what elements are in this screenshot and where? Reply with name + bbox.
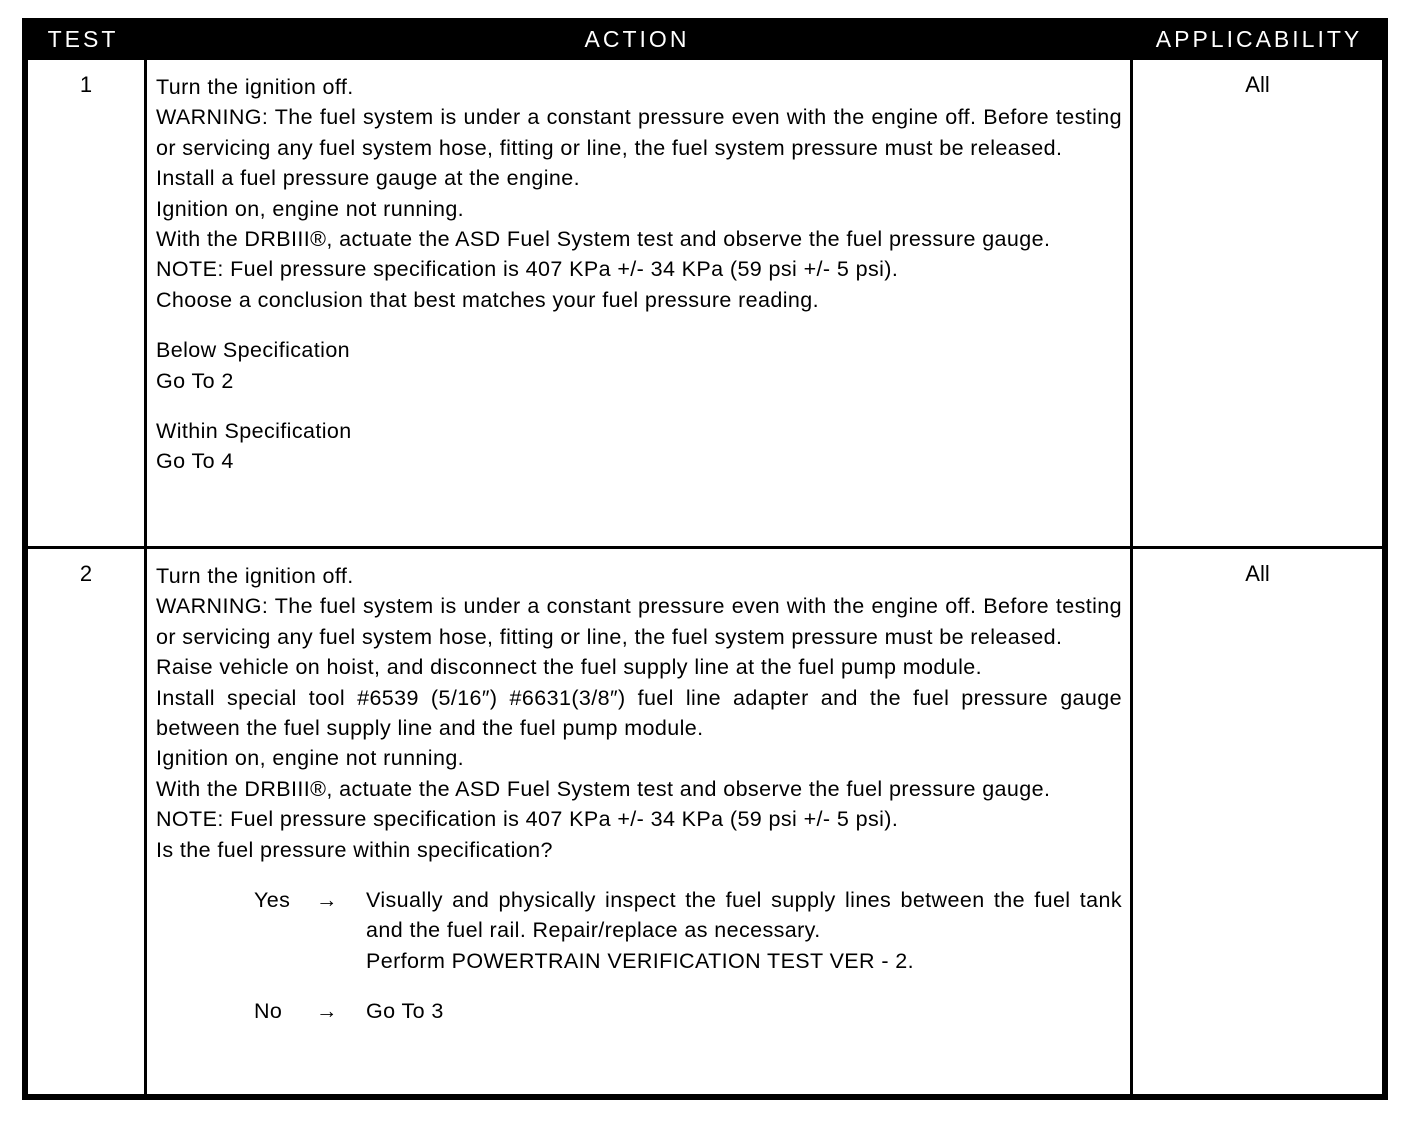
- goto-link[interactable]: Go To 2: [156, 368, 234, 393]
- header-test: TEST: [47, 26, 119, 52]
- verification-link[interactable]: Perform POWERTRAIN VERIFICATION TEST VER - 2.: [366, 948, 915, 973]
- arrow-icon: →: [316, 888, 338, 913]
- action-line: Raise vehicle on hoist, and disconnect the fuel supply line at the fuel pump module.: [156, 655, 983, 680]
- yes-text: [366, 885, 1122, 976]
- goto-link[interactable]: Go To 3: [366, 999, 444, 1024]
- yes-label: Yes: [254, 888, 291, 913]
- row2-action: [147, 549, 1130, 1094]
- action-line: Ignition on, engine not running.: [156, 196, 465, 221]
- header-applicability: APPLICABILITY: [1155, 26, 1363, 52]
- note-text: NOTE: Fuel pressure specification is 407 KPa +/- 34 KPa (59 psi +/- 5 psi).: [156, 257, 899, 282]
- diagnostic-table: [22, 18, 1388, 1100]
- yes-instruction: Visually and physically inspect the fuel supply lines between the fuel tank and the fuel rail. Repair/replace as necessary.: [366, 888, 1122, 943]
- row2-applicability: All: [1133, 549, 1382, 1094]
- row1-test-number: 1: [28, 60, 144, 546]
- action-line: With the DRBIII®, actuate the ASD Fuel System test and observe the fuel pressure gauge.: [156, 776, 1051, 801]
- action-line: Is the fuel pressure within specification?: [156, 837, 553, 862]
- action-line: With the DRBIII®, actuate the ASD Fuel System test and observe the fuel pressure gauge.: [156, 227, 1051, 252]
- header-action: ACTION: [584, 26, 690, 52]
- action-line: Choose a conclusion that best matches your fuel pressure reading.: [156, 287, 820, 312]
- choice-label: Below Specification: [156, 338, 351, 363]
- warning-text: WARNING: The fuel system is under a constant pressure even with the engine off. Before testing or servicing any fuel system hose, fitting or line, the fuel system pressure must be released.: [156, 105, 1122, 160]
- note-text: NOTE: Fuel pressure specification is 407 KPa +/- 34 KPa (59 psi +/- 5 psi).: [156, 807, 899, 832]
- row1-applicability: All: [1133, 60, 1382, 546]
- choice-label: Within Specification: [156, 419, 352, 444]
- row1-action: [147, 60, 1130, 546]
- warning-text: WARNING: The fuel system is under a constant pressure even with the engine off. Before testing or servicing any fuel system hose, fitting or line, the fuel system pressure must be released.: [156, 594, 1122, 649]
- row2-test-number: 2: [28, 549, 144, 1094]
- no-branch: [254, 996, 1122, 1026]
- action-line: Install special tool #6539 (5/16″) #6631(3/8″) fuel line adapter and the fuel pressure gauge between the fuel supply line and the fuel pump module.: [156, 685, 1122, 741]
- no-label: No: [254, 999, 283, 1024]
- yes-branch: [254, 885, 1122, 976]
- arrow-icon: →: [316, 999, 338, 1024]
- action-line: Turn the ignition off.: [156, 564, 354, 588]
- action-line: Install a fuel pressure gauge at the engine.: [156, 166, 580, 191]
- action-line: Turn the ignition off.: [156, 75, 354, 99]
- goto-link[interactable]: Go To 4: [156, 449, 234, 474]
- action-line: Ignition on, engine not running.: [156, 746, 465, 771]
